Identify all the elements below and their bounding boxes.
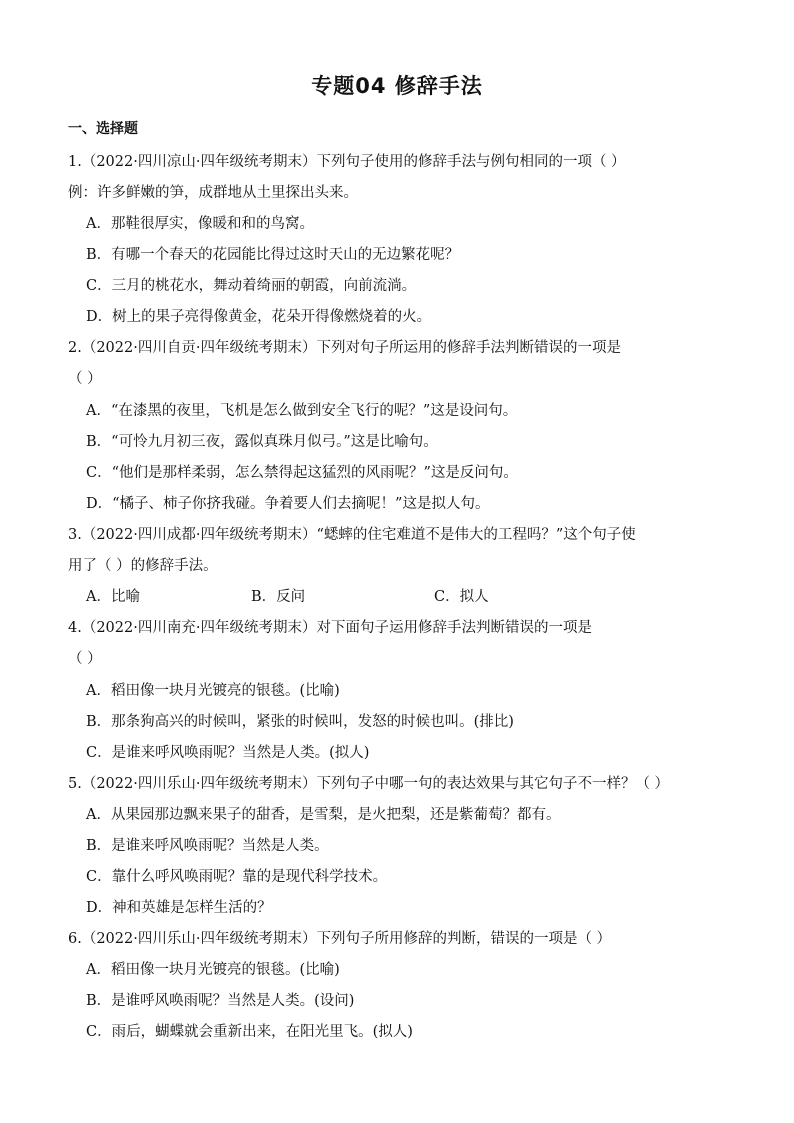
question-3-stem-line-1: 3.（2022·四川成都·四年级统考期末）“蟋蟀的住宅难道不是伟大的工程吗？”这个句子使 [68,527,636,543]
question-1-example: 例：许多鲜嫩的笋，成群地从土里探出头来。 [68,185,358,201]
section-heading: 一、选择题 [68,121,138,137]
question-3-option-a: A．比喻 [86,589,140,605]
question-4-stem: 4.（2022·四川南充·四年级统考期末）对下面句子运用修辞手法判断错误的一项是 [68,620,592,636]
question-4-answer-paren: （ ） [68,651,102,667]
question-1-option-b: B．有哪一个春天的花园能比得过这时天山的无边繁花呢？ [86,247,460,263]
question-2-option-c: C．“他们是那样柔弱，怎么禁得起这猛烈的风雨呢？”这是反问句。 [86,465,518,481]
question-2-option-a: A．“在漆黑的夜里，飞机是怎么做到安全飞行的呢？”这是设问句。 [86,403,518,419]
document-title: 专题04 修辞手法 [311,74,483,98]
question-3-option-c: C．拟人 [434,589,489,605]
question-5-option-d: D．神和英雄是怎样生活的？ [86,900,272,916]
question-2-option-b: B．“可怜九月初三夜，露似真珠月似弓。”这是比喻句。 [86,434,438,450]
question-5-option-b: B．是谁来呼风唤雨呢？当然是人类。 [86,838,329,854]
question-5-stem: 5.（2022·四川乐山·四年级统考期末）下列句子中哪一句的表达效果与其它句子不一样？（ ） [68,776,670,792]
question-2-stem: 2.（2022·四川自贡·四年级统考期末）下列对句子所运用的修辞手法判断错误的一项是 [68,340,621,356]
question-1-stem: 1.（2022·四川凉山·四年级统考期末）下列句子使用的修辞手法与例句相同的一项（ ） [68,154,626,170]
question-1-option-d: D．树上的果子亮得像黄金，花朵开得像燃烧着的火。 [86,309,432,325]
question-3-option-b: B．反问 [251,589,306,605]
question-6-option-a: A．稻田像一块月光镀亮的银毯。(比喻) [86,962,340,978]
question-4-option-c: C．是谁来呼风唤雨呢？当然是人类。(拟人) [86,745,370,761]
question-5-option-c: C．靠什么呼风唤雨呢？靠的是现代科学技术。 [86,869,388,885]
question-4-option-b: B．那条狗高兴的时候叫，紧张的时候叫，发怒的时候也叫。(排比) [86,714,514,730]
question-2-option-d: D．“橘子、柿子你挤我碰。争着要人们去摘呢！”这是拟人句。 [86,496,490,512]
question-6-option-b: B．是谁呼风唤雨呢？当然是人类。(设问) [86,993,355,1009]
question-5-option-a: A．从果园那边飘来果子的甜香，是雪梨，是火把梨，还是紫葡萄？都有。 [86,807,561,823]
question-4-option-a: A．稻田像一块月光镀亮的银毯。(比喻) [86,683,340,699]
question-3-stem-line-2: 用了（ ）的修辞手法。 [68,558,218,574]
question-2-answer-paren: （ ） [68,371,102,387]
question-1-option-a: A．那鞋很厚实，像暖和和的鸟窝。 [86,216,314,232]
question-6-stem: 6.（2022·四川乐山·四年级统考期末）下列句子所用修辞的判断，错误的一项是（ ） [68,931,612,947]
question-6-option-c: C．雨后，蝴蝶就会重新出来，在阳光里飞。(拟人) [86,1024,413,1040]
question-1-option-c: C．三月的桃花水，舞动着绮丽的朝霞，向前流淌。 [86,278,417,294]
